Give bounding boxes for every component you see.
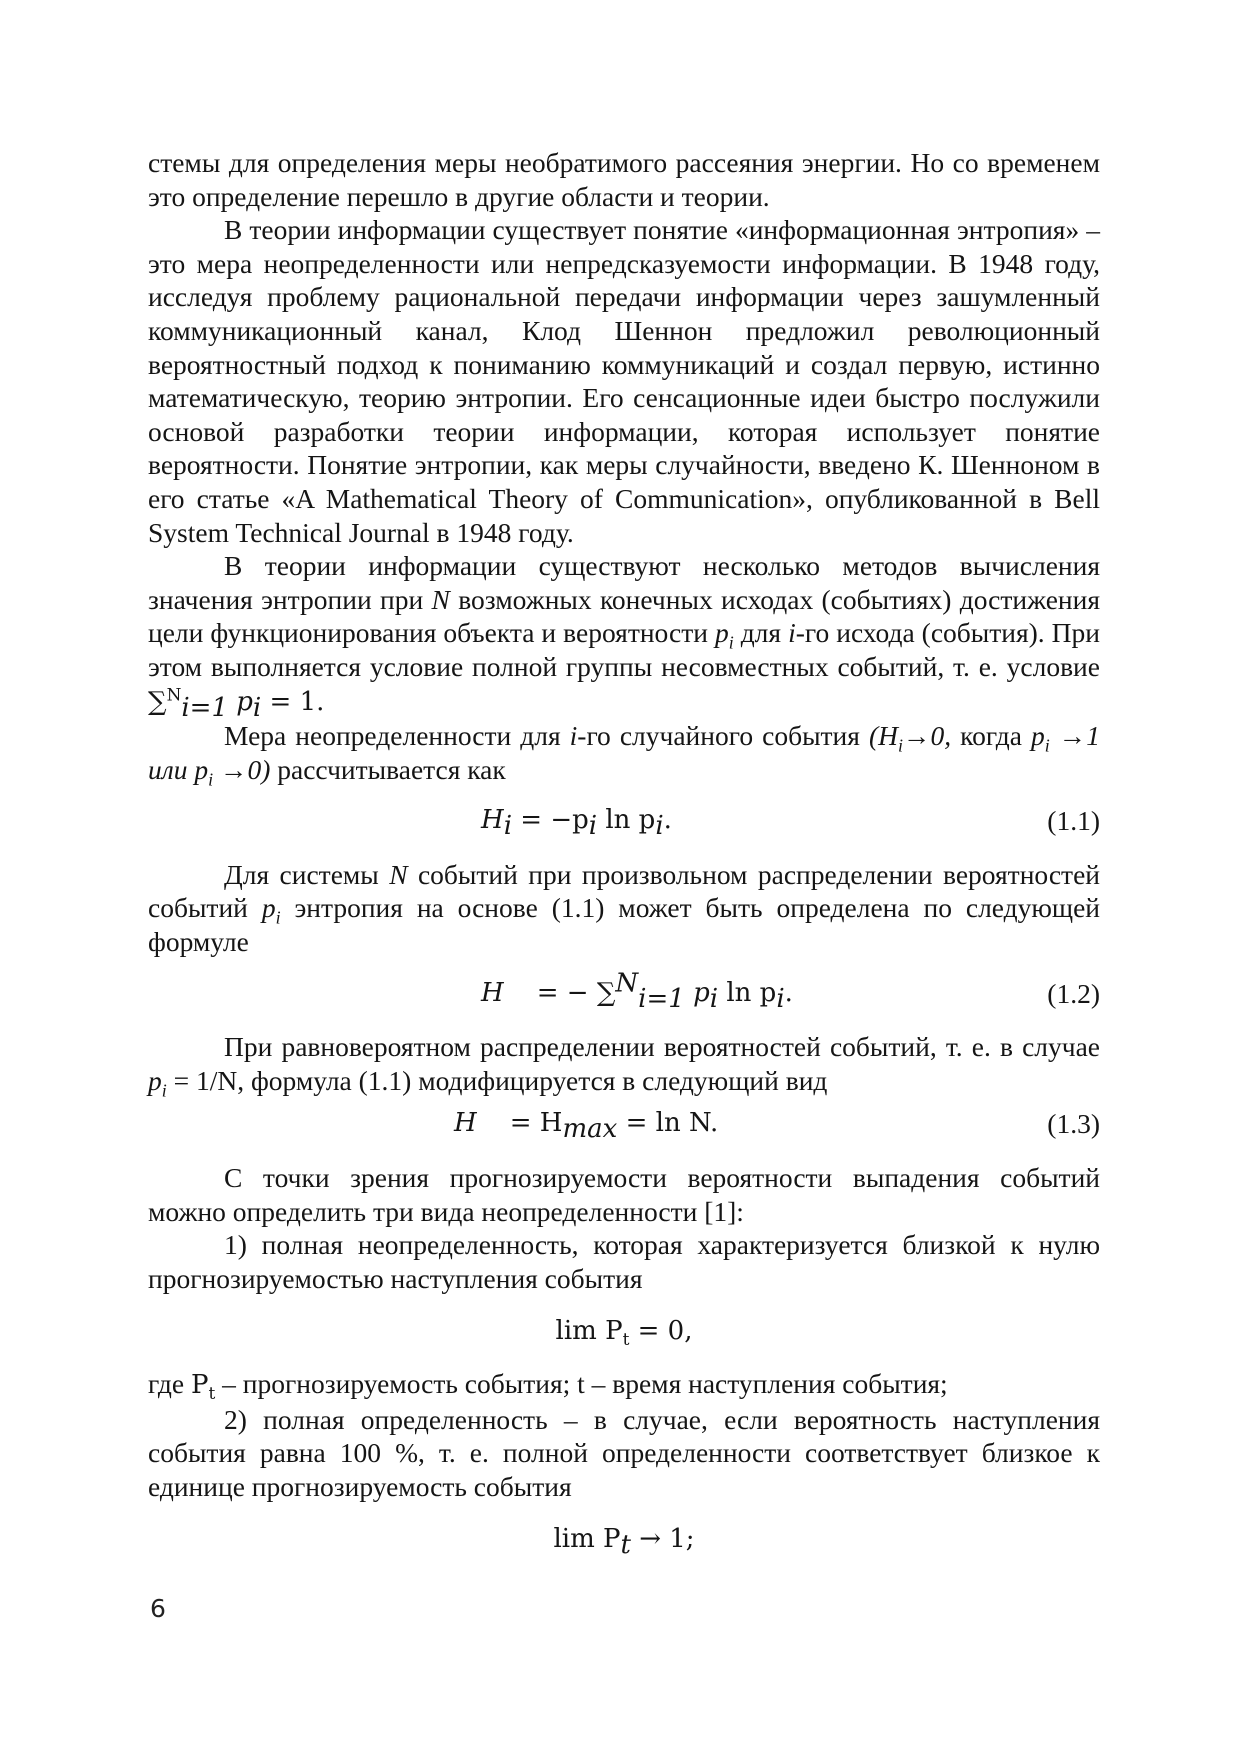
formula-1-3-expr: H = $H_{max} = \ln N$. <box>454 1108 719 1145</box>
text-span: Для системы <box>224 858 379 890</box>
formula-1-3-number: (1.3) <box>1047 1108 1100 1140</box>
text-span: формула (1.1) модифицируется в следующий вид <box>250 1064 828 1096</box>
pt-symbol: $P_t$ <box>190 1370 216 1404</box>
text-span: энтропия на основе (1.1) может быть определена по следующей формуле <box>148 892 1101 958</box>
var-n: N <box>431 583 450 615</box>
limit-formula-2 <box>148 1521 1100 1561</box>
formula-1-1-expr: $H_i = -p_i$ $\ln p_i$. <box>481 805 672 842</box>
paragraph-shannon: В теории информации существует понятие «информационная энтропия» – это мера неопределенности или непредсказуемости информации. В 1948 году, исследуя проблему рациональной передачи информации через зашумленный коммуникационный канал, Клод Шеннон предложил революционный вероятностный подход к пониманию коммуникаций и создал первую, истинно математическую, теорию энтропии. Его сенсационные идеи быстро послужили основой разработки теории информации, которая использует понятие вероятности. Понятие энтропии, как меры случайности, введено К. Шенноном в его статье «A Mathematical Theory of Communication», опубликованной в Bell System Technical Journal в 1948 году. <box>148 214 1100 548</box>
limit-expr-1: $\lim P_t = 0$, <box>555 1316 693 1350</box>
formula-1-1 <box>148 804 1100 842</box>
text-span: для <box>740 617 782 649</box>
text-span: событий при произвольном распределении вероятностей событий <box>148 858 1100 924</box>
text-span: = 1/N, <box>173 1064 245 1096</box>
formula-1-2-expr: H = − ∑$^N_{i=1}$ $p_i$ $\ln p_i$. <box>481 968 793 1014</box>
text-span: когда <box>960 720 1022 752</box>
limit-formula-1 <box>148 1313 1100 1350</box>
text-span: возможных конечных исходах (событиях) достижения цели функционирования объекта и вероятности <box>148 583 1101 649</box>
condition-expr-2: $p_i \to 1$ или $p_i \to 0$) <box>148 720 1101 790</box>
var-pi: $p_i$ <box>148 1064 167 1101</box>
body-text <box>148 146 1100 1575</box>
paragraph-system <box>148 858 1100 959</box>
formula-1-2-number: (1.2) <box>1047 977 1100 1009</box>
limit-expr-2: $\lim P_t \to 1$; <box>553 1524 695 1561</box>
text-span: -го случайного события <box>577 720 860 752</box>
var-pi: $p_i$ <box>261 892 281 928</box>
formula-1-2 <box>148 968 1100 1014</box>
var-n: N <box>389 858 408 890</box>
text-span: где <box>148 1368 185 1399</box>
sum-condition-formula: ∑$^N_{i=1}$ $p_i = 1$. <box>148 683 325 723</box>
text-span: При равновероятном распределении вероятностей событий, т. е. в случае <box>224 1031 1100 1063</box>
paragraph-uncertainty <box>148 719 1101 790</box>
paragraph-continuation: стемы для определения меры необратимого рассеяния энергии. Но со временем это определение перешло в другие области и теории. <box>148 147 1100 212</box>
text-span: – прогнозируемость события; t – время наступления события; <box>222 1368 948 1399</box>
list-item-2: 2) полная определенность – в случае, если вероятность наступления события равна 100 %, т. е. полной определенности соответствует близкое к единице прогнозируемость события <box>148 1403 1100 1502</box>
list-item-1: 1) полная неопределенность, которая характеризуется близкой к нулю прогнозируемостью наступления события <box>148 1229 1100 1294</box>
condition-expr: ($H_i\to 0$, <box>868 720 952 756</box>
text-span: -го исхода (события). При этом выполняется условие полной группы несовместных событий, т. е. условие <box>148 617 1101 682</box>
paragraph-equiprobable <box>148 1030 1100 1101</box>
paragraph-where <box>148 1367 1100 1403</box>
text-span: Мера неопределенности для <box>224 720 561 752</box>
page-number: 6 <box>150 1594 166 1623</box>
paragraph-predictability: С точки зрения прогнозируемости вероятности выпадения событий можно определить три вида неопределенности [1]: <box>148 1162 1100 1227</box>
formula-1-1-number: (1.1) <box>1047 805 1100 837</box>
text-span: рассчитывается как <box>277 753 506 785</box>
paragraph-methods <box>148 549 1101 723</box>
var-pi: $p_i$ <box>714 617 734 653</box>
var-i: i <box>569 720 578 752</box>
formula-1-3 <box>148 1107 1100 1145</box>
text-span: В теории информации существуют несколько методов вычисления значения энтропии при <box>148 550 1100 615</box>
var-i: i <box>788 617 796 649</box>
